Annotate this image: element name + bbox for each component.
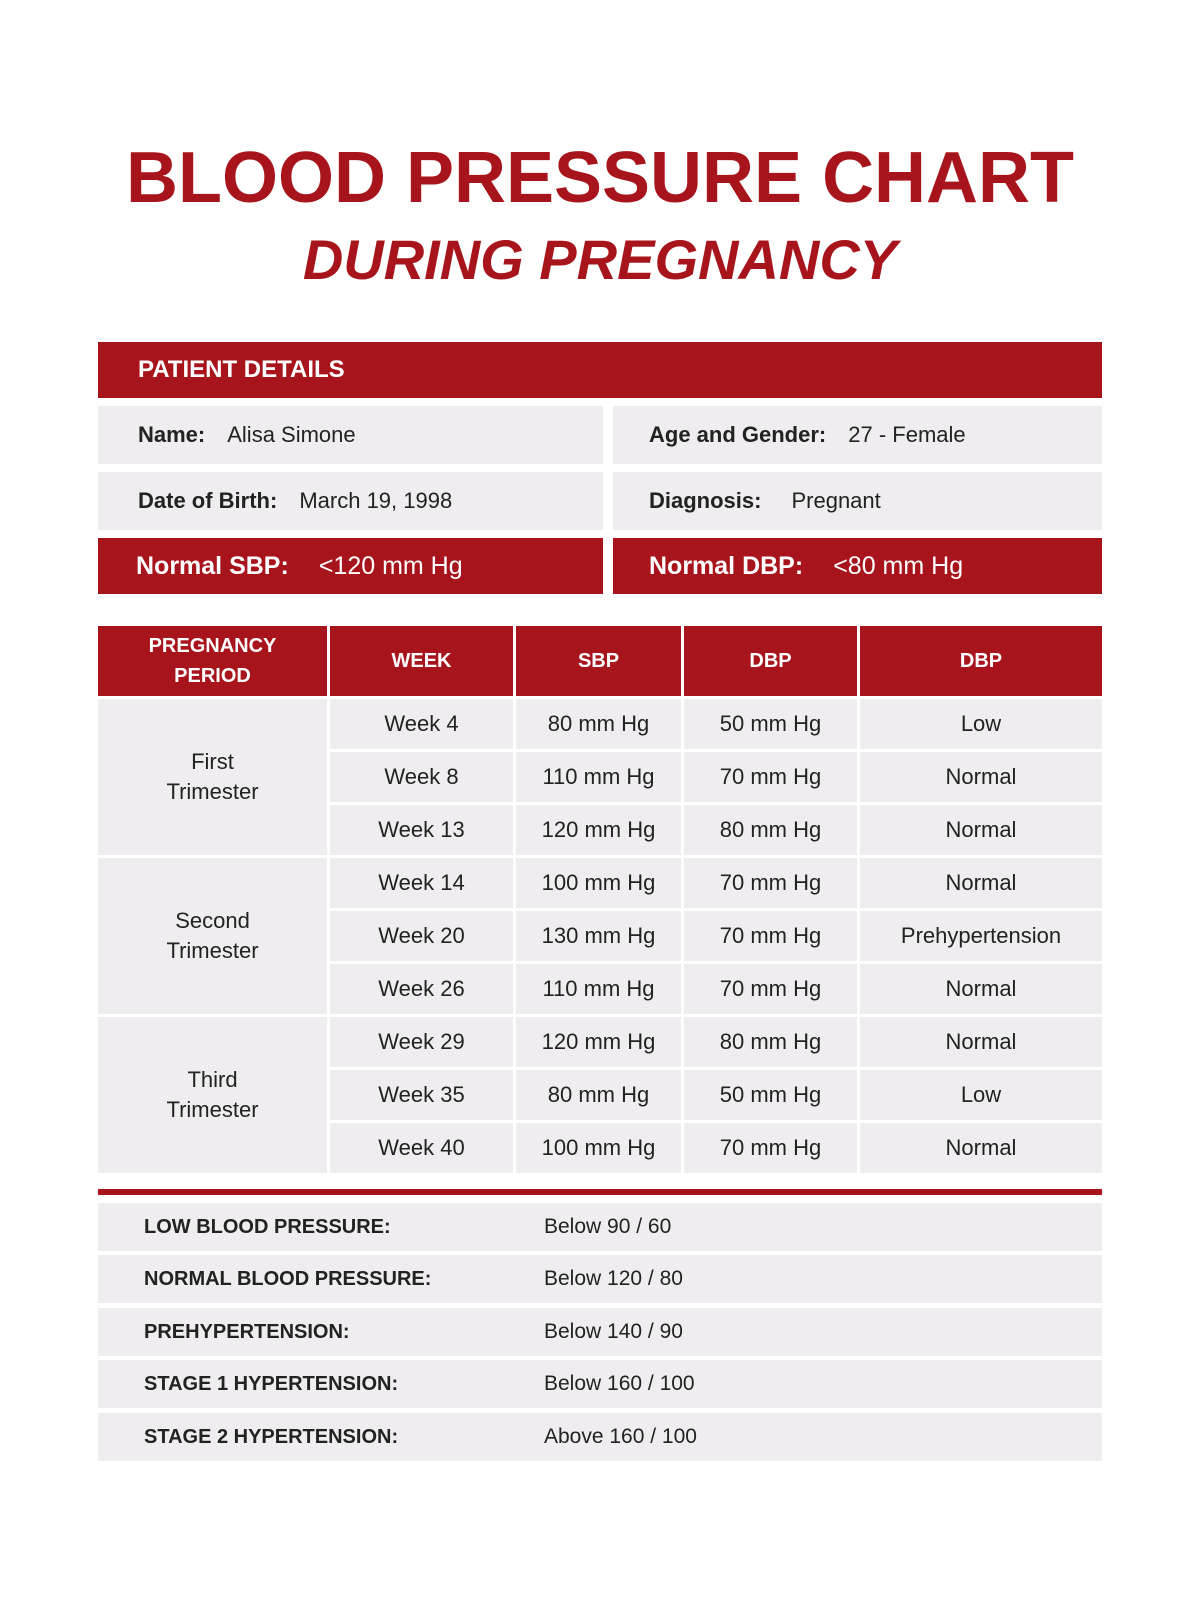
period-cell xyxy=(98,855,330,1014)
legend-value: Below 90 / 60 xyxy=(544,1215,672,1238)
week-cell: Week 20 xyxy=(330,908,516,961)
legend-label: NORMAL BLOOD PRESSURE: xyxy=(144,1267,432,1290)
header-period-line1: PREGNANCY xyxy=(148,635,277,657)
dob-label: Date of Birth: xyxy=(138,488,278,513)
header-dbp: DBP xyxy=(684,626,860,696)
diagnosis-label: Diagnosis: xyxy=(649,488,762,513)
name-value: Alisa Simone xyxy=(227,422,356,447)
dbp-cell: 80 mm Hg xyxy=(684,802,860,855)
week-cell: Week 14 xyxy=(330,855,516,908)
dbp-cell: 70 mm Hg xyxy=(684,908,860,961)
period-cell xyxy=(98,696,330,855)
dob-value: March 19, 1998 xyxy=(299,488,453,513)
age-value: 27 - Female xyxy=(848,422,966,447)
week-cell: Week 35 xyxy=(330,1067,516,1120)
normal-dbp-cell xyxy=(613,538,1102,594)
sbp-label: Normal SBP: xyxy=(136,551,289,580)
legend-value: Above 160 / 100 xyxy=(544,1425,697,1448)
header-sbp: SBP xyxy=(516,626,684,696)
header-pregnancy-period xyxy=(98,626,330,696)
table-row xyxy=(98,855,1102,908)
week-cell: Week 40 xyxy=(330,1120,516,1173)
period-line1: First xyxy=(191,749,234,774)
patient-name-cell xyxy=(98,406,603,464)
status-cell: Low xyxy=(860,696,1102,749)
legend-row xyxy=(98,1413,1102,1461)
period-cell xyxy=(98,1014,330,1173)
week-cell: Week 8 xyxy=(330,749,516,802)
page-subtitle: DURING PREGNANCY xyxy=(302,228,898,291)
patient-details-header: PATIENT DETAILS xyxy=(98,342,1102,398)
sbp-cell: 130 mm Hg xyxy=(516,908,684,961)
page-title: BLOOD PRESSURE CHART xyxy=(125,138,1075,218)
dbp-cell: 50 mm Hg xyxy=(684,696,860,749)
legend-row xyxy=(98,1203,1102,1251)
legend-value: Below 160 / 100 xyxy=(544,1372,695,1395)
dbp-cell: 70 mm Hg xyxy=(684,749,860,802)
sbp-cell: 80 mm Hg xyxy=(516,696,684,749)
legend-row xyxy=(98,1360,1102,1408)
status-cell: Normal xyxy=(860,1120,1102,1173)
table-header-row xyxy=(98,626,1102,696)
status-cell: Normal xyxy=(860,961,1102,1014)
period-line1: Third xyxy=(187,1067,238,1092)
period-line2: Trimester xyxy=(166,779,259,804)
status-cell: Normal xyxy=(860,802,1102,855)
header-period-line2: PERIOD xyxy=(174,665,251,687)
header-week: WEEK xyxy=(330,626,516,696)
age-label: Age and Gender: xyxy=(649,422,827,447)
sbp-cell: 110 mm Hg xyxy=(516,961,684,1014)
legend-label: STAGE 2 HYPERTENSION: xyxy=(144,1425,399,1448)
status-cell: Normal xyxy=(860,749,1102,802)
normal-sbp-cell xyxy=(98,538,603,594)
period-line1: Second xyxy=(175,908,250,933)
table-row xyxy=(98,1014,1102,1067)
dbp-cell: 70 mm Hg xyxy=(684,961,860,1014)
status-cell: Prehypertension xyxy=(860,908,1102,961)
name-label: Name: xyxy=(138,422,206,447)
legend-label: LOW BLOOD PRESSURE: xyxy=(144,1215,391,1238)
sbp-value: <120 mm Hg xyxy=(318,551,463,580)
sbp-cell: 100 mm Hg xyxy=(516,1120,684,1173)
legend-label: PREHYPERTENSION: xyxy=(144,1320,350,1343)
week-cell: Week 4 xyxy=(330,696,516,749)
legend-row xyxy=(98,1255,1102,1303)
sbp-cell: 80 mm Hg xyxy=(516,1067,684,1120)
status-cell: Low xyxy=(860,1067,1102,1120)
sbp-cell: 110 mm Hg xyxy=(516,749,684,802)
dbp-cell: 70 mm Hg xyxy=(684,1120,860,1173)
legend-label: STAGE 1 HYPERTENSION: xyxy=(144,1372,399,1395)
patient-dob-cell xyxy=(98,472,603,530)
dbp-label: Normal DBP: xyxy=(649,551,804,580)
legend-value: Below 140 / 90 xyxy=(544,1320,683,1343)
sbp-cell: 120 mm Hg xyxy=(516,1014,684,1067)
pregnancy-bp-table xyxy=(98,626,1102,1173)
week-cell: Week 29 xyxy=(330,1014,516,1067)
status-cell: Normal xyxy=(860,855,1102,908)
period-line2: Trimester xyxy=(166,938,259,963)
status-cell: Normal xyxy=(860,1014,1102,1067)
dbp-cell: 70 mm Hg xyxy=(684,855,860,908)
patient-age-cell xyxy=(613,406,1102,464)
week-cell: Week 26 xyxy=(330,961,516,1014)
week-cell: Week 13 xyxy=(330,802,516,855)
section-divider xyxy=(98,1189,1102,1195)
sbp-cell: 100 mm Hg xyxy=(516,855,684,908)
dbp-cell: 80 mm Hg xyxy=(684,1014,860,1067)
table-row xyxy=(98,696,1102,749)
dbp-cell: 50 mm Hg xyxy=(684,1067,860,1120)
sbp-cell: 120 mm Hg xyxy=(516,802,684,855)
legend-value: Below 120 / 80 xyxy=(544,1267,683,1290)
dbp-value: <80 mm Hg xyxy=(833,551,964,580)
period-line2: Trimester xyxy=(166,1097,259,1122)
legend-row xyxy=(98,1308,1102,1356)
header-status: DBP xyxy=(860,626,1102,696)
patient-diagnosis-cell xyxy=(613,472,1102,530)
diagnosis-value: Pregnant xyxy=(791,488,881,513)
